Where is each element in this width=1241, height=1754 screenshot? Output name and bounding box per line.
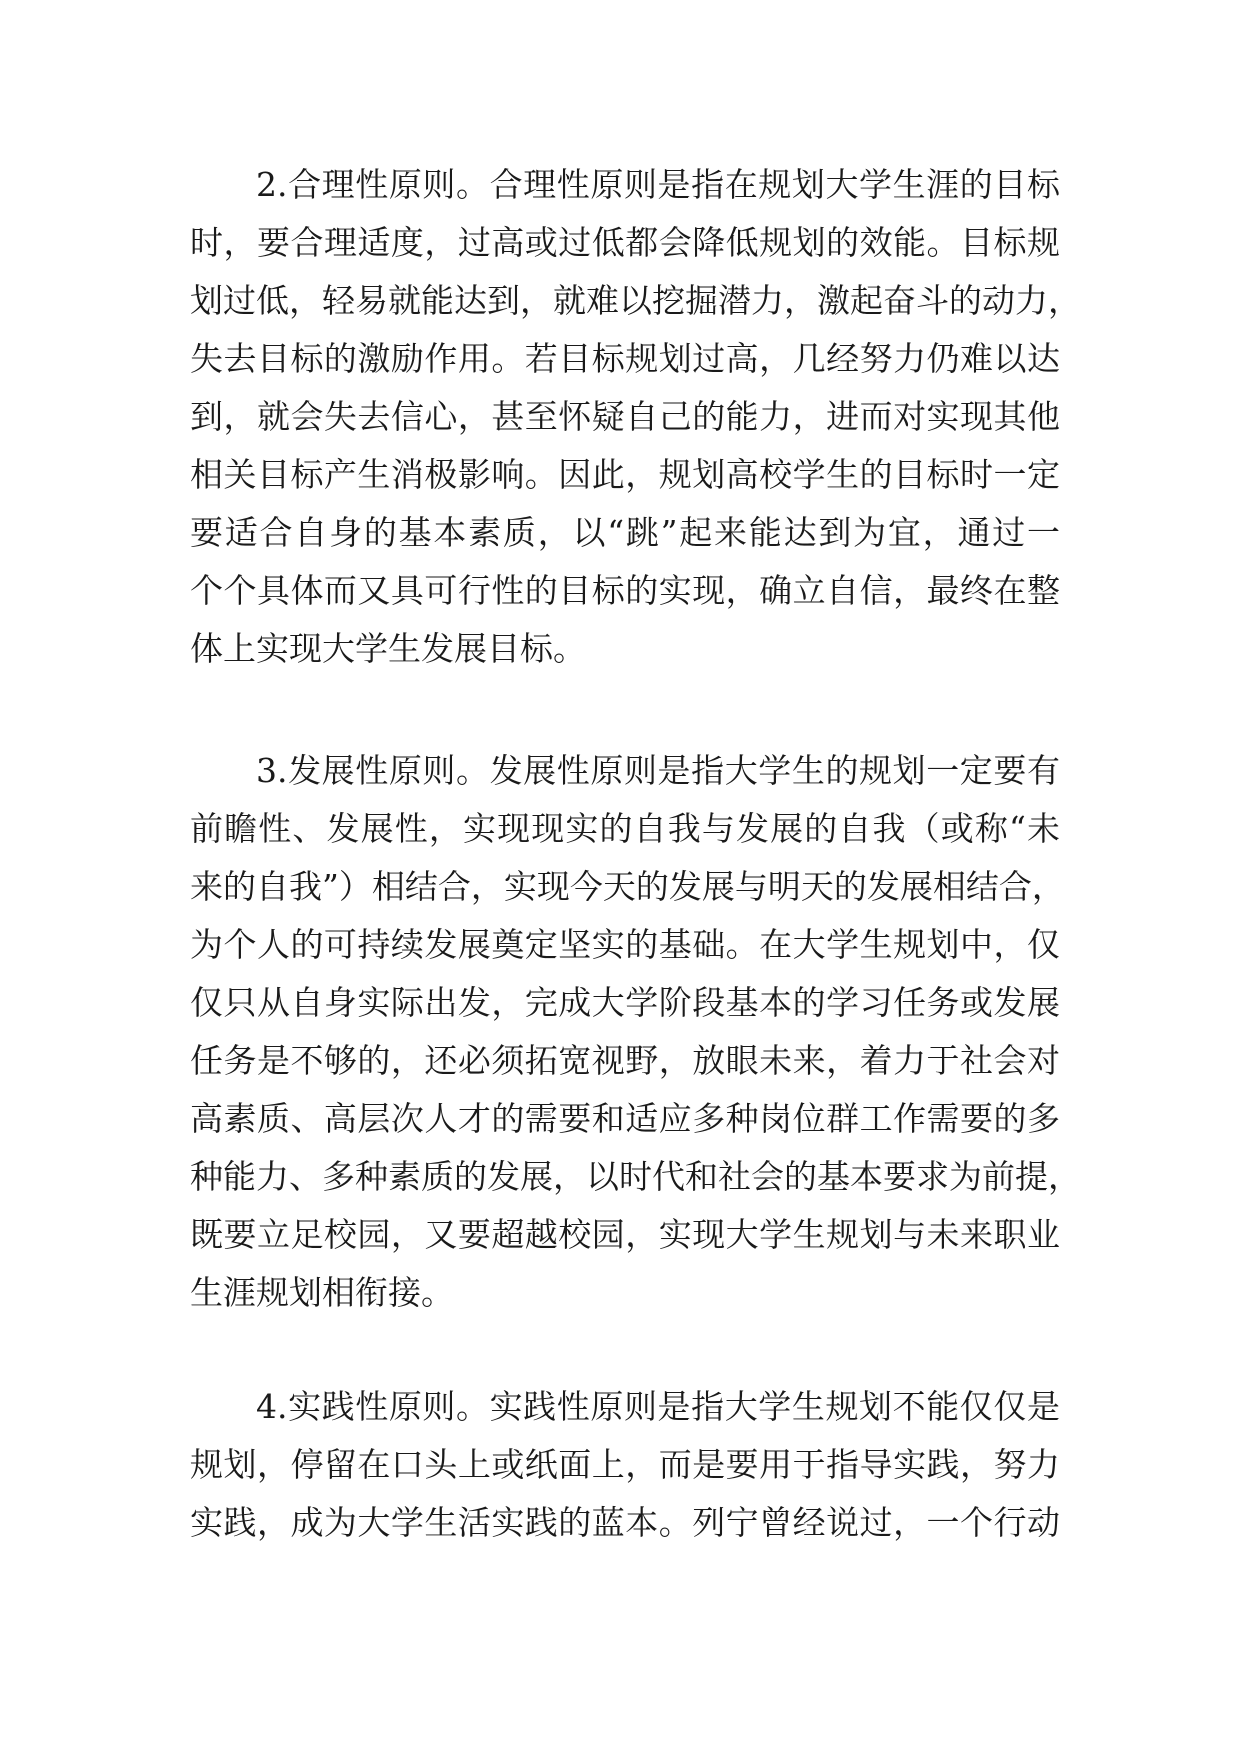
text-line: 仅只从自身实际出发，完成大学阶段基本的学习任务或发展 xyxy=(190,983,1060,1022)
text-line: 到，就会失去信心，甚至怀疑自己的能力，进而对实现其他 xyxy=(190,397,1060,436)
text-line: 来的自我”）相结合，实现今天的发展与明天的发展相结合， xyxy=(190,867,1065,906)
text-line: 失去目标的激励作用。若目标规划过高，几经努力仍难以达 xyxy=(190,339,1060,378)
text-line: 划过低，轻易就能达到，就难以挖掘潜力，激起奋斗的动力， xyxy=(190,281,1081,320)
paragraph-development-principle xyxy=(190,742,1081,1322)
text-line: 时，要合理适度，过高或过低都会降低规划的效能。目标规 xyxy=(190,223,1060,262)
text-line: 4.实践性原则。实践性原则是指大学生规划不能仅仅是 xyxy=(256,1387,1060,1426)
text-line: 高素质、高层次人才的需要和适应多种岗位群工作需要的多 xyxy=(190,1099,1060,1138)
text-line: 3.发展性原则。发展性原则是指大学生的规划一定要有 xyxy=(256,751,1060,790)
text-line: 体上实现大学生发展目标。 xyxy=(190,629,586,668)
text-line: 2.合理性原则。合理性原则是指在规划大学生涯的目标 xyxy=(256,165,1060,204)
text-line: 种能力、多种素质的发展，以时代和社会的基本要求为前提， xyxy=(190,1157,1081,1196)
text-line: 相关目标产生消极影响。因此，规划高校学生的目标时一定 xyxy=(190,455,1060,494)
text-line: 个个具体而又具可行性的目标的实现，确立自信，最终在整 xyxy=(190,571,1060,610)
paragraph-rationality-principle xyxy=(190,156,1081,678)
text-line: 要适合自身的基本素质，以“跳”起来能达到为宜，通过一 xyxy=(190,513,1060,552)
text-line: 既要立足校园，又要超越校园，实现大学生规划与未来职业 xyxy=(190,1215,1060,1254)
text-line: 任务是不够的，还必须拓宽视野，放眼未来，着力于社会对 xyxy=(190,1041,1060,1080)
text-line: 生涯规划相衔接。 xyxy=(190,1273,454,1312)
text-line: 为个人的可持续发展奠定坚实的基础。在大学生规划中，仅 xyxy=(190,925,1060,964)
paragraph-practice-principle xyxy=(190,1378,1060,1552)
text-line: 前瞻性、发展性，实现现实的自我与发展的自我（或称“未 xyxy=(190,809,1060,848)
text-line: 实践，成为大学生活实践的蓝本。列宁曾经说过，一个行动 xyxy=(190,1503,1060,1542)
text-line: 规划，停留在口头上或纸面上，而是要用于指导实践，努力 xyxy=(190,1445,1060,1484)
